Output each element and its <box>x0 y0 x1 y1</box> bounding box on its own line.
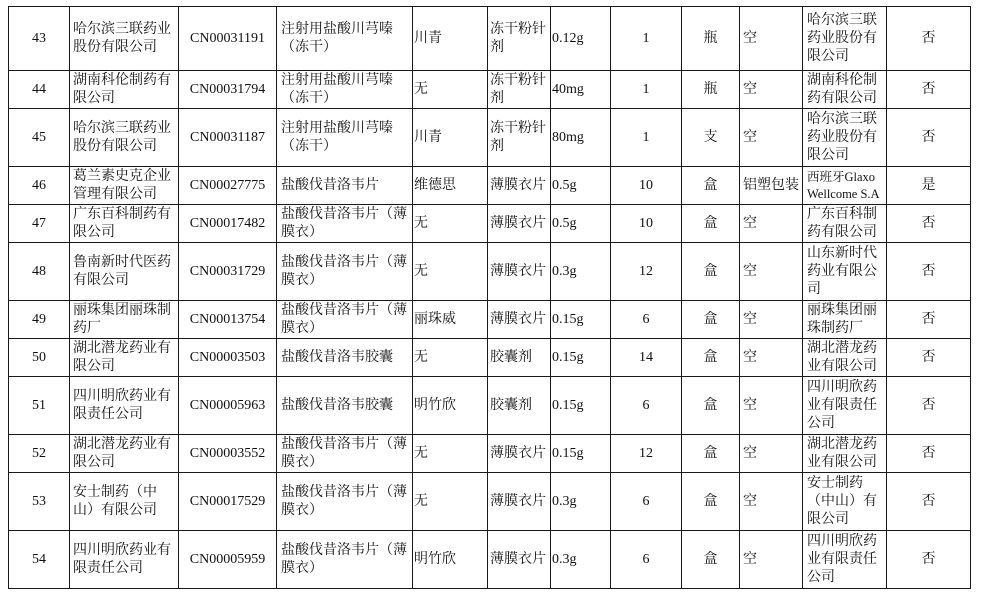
yes-no-cell: 否 <box>887 7 971 71</box>
packaging-cell: 空 <box>740 473 803 531</box>
dosage-form-cell: 薄膜衣片 <box>488 205 551 243</box>
specification-cell: 0.3g <box>551 531 611 589</box>
table-row <box>9 531 971 589</box>
packaging-cell: 空 <box>740 7 803 71</box>
table-row <box>9 205 971 243</box>
table-row <box>9 7 971 71</box>
yes-no-cell: 否 <box>887 435 971 473</box>
row-number-cell: 54 <box>9 531 70 589</box>
yes-no-cell: 否 <box>887 377 971 435</box>
trade-name-cell: 维德思 <box>413 167 488 205</box>
company-cell: 鲁南新时代医药有限公司 <box>70 243 179 301</box>
drug-name-cell: 盐酸伐昔洛韦片（薄膜衣） <box>277 243 413 301</box>
dosage-form-cell: 薄膜衣片 <box>488 473 551 531</box>
yes-no-cell: 否 <box>887 109 971 167</box>
specification-cell: 0.5g <box>551 205 611 243</box>
row-number-cell: 50 <box>9 339 70 377</box>
yes-no-cell: 否 <box>887 531 971 589</box>
dosage-form-cell: 冻干粉针剂 <box>488 71 551 109</box>
row-number-cell: 45 <box>9 109 70 167</box>
unit-cell: 瓶 <box>682 7 740 71</box>
trade-name-cell: 明竹欣 <box>413 531 488 589</box>
company-cell: 湖北潜龙药业有限公司 <box>70 339 179 377</box>
specification-cell: 0.15g <box>551 301 611 339</box>
table-row <box>9 243 971 301</box>
code-cell: CN00005959 <box>179 531 277 589</box>
dosage-form-cell: 冻干粉针剂 <box>488 7 551 71</box>
yes-no-cell: 是 <box>887 167 971 205</box>
packaging-cell: 空 <box>740 377 803 435</box>
trade-name-cell: 无 <box>413 243 488 301</box>
dosage-form-cell: 薄膜衣片 <box>488 301 551 339</box>
dosage-form-cell: 胶囊剂 <box>488 377 551 435</box>
row-number-cell: 47 <box>9 205 70 243</box>
quantity-cell: 12 <box>611 243 682 301</box>
specification-cell: 0.3g <box>551 473 611 531</box>
yes-no-cell: 否 <box>887 243 971 301</box>
drug-name-cell: 盐酸伐昔洛韦片（薄膜衣） <box>277 531 413 589</box>
manufacturer-cell: 丽珠集团丽珠制药厂 <box>803 301 887 339</box>
quantity-cell: 1 <box>611 109 682 167</box>
packaging-cell: 空 <box>740 531 803 589</box>
unit-cell: 盒 <box>682 167 740 205</box>
company-cell: 安士制药（中山）有限公司 <box>70 473 179 531</box>
trade-name-cell: 无 <box>413 339 488 377</box>
drug-name-cell: 注射用盐酸川芎嗪（冻干） <box>277 71 413 109</box>
quantity-cell: 6 <box>611 531 682 589</box>
code-cell: CN00003503 <box>179 339 277 377</box>
manufacturer-cell: 安士制药（中山）有限公司 <box>803 473 887 531</box>
dosage-form-cell: 薄膜衣片 <box>488 435 551 473</box>
drug-name-cell: 盐酸伐昔洛韦片 <box>277 167 413 205</box>
company-cell: 四川明欣药业有限责任公司 <box>70 377 179 435</box>
manufacturer-cell: 四川明欣药业有限责任公司 <box>803 377 887 435</box>
company-cell: 四川明欣药业有限责任公司 <box>70 531 179 589</box>
trade-name-cell: 无 <box>413 205 488 243</box>
manufacturer-cell: 哈尔滨三联药业股份有限公司 <box>803 109 887 167</box>
unit-cell: 支 <box>682 109 740 167</box>
manufacturer-cell: 西班牙Glaxo Wellcome S.A <box>803 167 887 205</box>
trade-name-cell: 川青 <box>413 109 488 167</box>
row-number-cell: 44 <box>9 71 70 109</box>
packaging-cell: 空 <box>740 243 803 301</box>
code-cell: CN00031187 <box>179 109 277 167</box>
specification-cell: 0.3g <box>551 243 611 301</box>
yes-no-cell: 否 <box>887 71 971 109</box>
manufacturer-cell: 山东新时代药业有限公司 <box>803 243 887 301</box>
yes-no-cell: 否 <box>887 301 971 339</box>
quantity-cell: 6 <box>611 473 682 531</box>
unit-cell: 盒 <box>682 339 740 377</box>
specification-cell: 0.15g <box>551 339 611 377</box>
packaging-cell: 空 <box>740 301 803 339</box>
company-cell: 葛兰素史克企业管理有限公司 <box>70 167 179 205</box>
unit-cell: 盒 <box>682 377 740 435</box>
table-row <box>9 473 971 531</box>
code-cell: CN00031794 <box>179 71 277 109</box>
manufacturer-cell: 湖南科伦制药有限公司 <box>803 71 887 109</box>
unit-cell: 盒 <box>682 205 740 243</box>
code-cell: CN00031729 <box>179 243 277 301</box>
row-number-cell: 52 <box>9 435 70 473</box>
yes-no-cell: 否 <box>887 473 971 531</box>
code-cell: CN00027775 <box>179 167 277 205</box>
company-cell: 哈尔滨三联药业股份有限公司 <box>70 109 179 167</box>
drug-name-cell: 注射用盐酸川芎嗪（冻干） <box>277 109 413 167</box>
row-number-cell: 48 <box>9 243 70 301</box>
trade-name-cell: 丽珠威 <box>413 301 488 339</box>
dosage-form-cell: 薄膜衣片 <box>488 243 551 301</box>
drug-name-cell: 注射用盐酸川芎嗪（冻干） <box>277 7 413 71</box>
manufacturer-cell: 湖北潜龙药业有限公司 <box>803 435 887 473</box>
row-number-cell: 51 <box>9 377 70 435</box>
trade-name-cell: 无 <box>413 71 488 109</box>
specification-cell: 0.15g <box>551 435 611 473</box>
trade-name-cell: 川青 <box>413 7 488 71</box>
table-row <box>9 377 971 435</box>
drug-name-cell: 盐酸伐昔洛韦胶囊 <box>277 377 413 435</box>
yes-no-cell: 否 <box>887 339 971 377</box>
specification-cell: 0.5g <box>551 167 611 205</box>
code-cell: CN00013754 <box>179 301 277 339</box>
drug-name-cell: 盐酸伐昔洛韦胶囊 <box>277 339 413 377</box>
quantity-cell: 14 <box>611 339 682 377</box>
trade-name-cell: 明竹欣 <box>413 377 488 435</box>
drug-name-cell: 盐酸伐昔洛韦片（薄膜衣） <box>277 205 413 243</box>
specification-cell: 80mg <box>551 109 611 167</box>
manufacturer-cell: 湖北潜龙药业有限公司 <box>803 339 887 377</box>
unit-cell: 盒 <box>682 301 740 339</box>
drug-name-cell: 盐酸伐昔洛韦片（薄膜衣） <box>277 435 413 473</box>
manufacturer-cell: 哈尔滨三联药业股份有限公司 <box>803 7 887 71</box>
row-number-cell: 49 <box>9 301 70 339</box>
unit-cell: 盒 <box>682 435 740 473</box>
packaging-cell: 空 <box>740 205 803 243</box>
table-row <box>9 167 971 205</box>
row-number-cell: 46 <box>9 167 70 205</box>
drug-name-cell: 盐酸伐昔洛韦片（薄膜衣） <box>277 301 413 339</box>
row-number-cell: 53 <box>9 473 70 531</box>
quantity-cell: 12 <box>611 435 682 473</box>
code-cell: CN00017529 <box>179 473 277 531</box>
unit-cell: 盒 <box>682 473 740 531</box>
trade-name-cell: 无 <box>413 435 488 473</box>
unit-cell: 盒 <box>682 243 740 301</box>
manufacturer-cell: 四川明欣药业有限责任公司 <box>803 531 887 589</box>
code-cell: CN00017482 <box>179 205 277 243</box>
yes-no-cell: 否 <box>887 205 971 243</box>
dosage-form-cell: 薄膜衣片 <box>488 531 551 589</box>
table-row <box>9 339 971 377</box>
quantity-cell: 10 <box>611 167 682 205</box>
code-cell: CN00031191 <box>179 7 277 71</box>
table-row <box>9 71 971 109</box>
packaging-cell: 空 <box>740 71 803 109</box>
drug-name-cell: 盐酸伐昔洛韦片（薄膜衣） <box>277 473 413 531</box>
quantity-cell: 10 <box>611 205 682 243</box>
drug-list-table <box>8 6 971 589</box>
quantity-cell: 1 <box>611 71 682 109</box>
table-row <box>9 109 971 167</box>
code-cell: CN00005963 <box>179 377 277 435</box>
trade-name-cell: 无 <box>413 473 488 531</box>
specification-cell: 0.15g <box>551 377 611 435</box>
company-cell: 湖南科伦制药有限公司 <box>70 71 179 109</box>
table-row <box>9 301 971 339</box>
packaging-cell: 铝塑包装 <box>740 167 803 205</box>
dosage-form-cell: 胶囊剂 <box>488 339 551 377</box>
specification-cell: 0.12g <box>551 7 611 71</box>
manufacturer-cell: 广东百科制药有限公司 <box>803 205 887 243</box>
quantity-cell: 6 <box>611 301 682 339</box>
dosage-form-cell: 冻干粉针剂 <box>488 109 551 167</box>
packaging-cell: 空 <box>740 109 803 167</box>
row-number-cell: 43 <box>9 7 70 71</box>
company-cell: 哈尔滨三联药业股份有限公司 <box>70 7 179 71</box>
company-cell: 广东百科制药有限公司 <box>70 205 179 243</box>
company-cell: 湖北潜龙药业有限公司 <box>70 435 179 473</box>
company-cell: 丽珠集团丽珠制药厂 <box>70 301 179 339</box>
packaging-cell: 空 <box>740 339 803 377</box>
quantity-cell: 1 <box>611 7 682 71</box>
specification-cell: 40mg <box>551 71 611 109</box>
dosage-form-cell: 薄膜衣片 <box>488 167 551 205</box>
code-cell: CN00003552 <box>179 435 277 473</box>
unit-cell: 瓶 <box>682 71 740 109</box>
packaging-cell: 空 <box>740 435 803 473</box>
quantity-cell: 6 <box>611 377 682 435</box>
unit-cell: 盒 <box>682 531 740 589</box>
table-row <box>9 435 971 473</box>
